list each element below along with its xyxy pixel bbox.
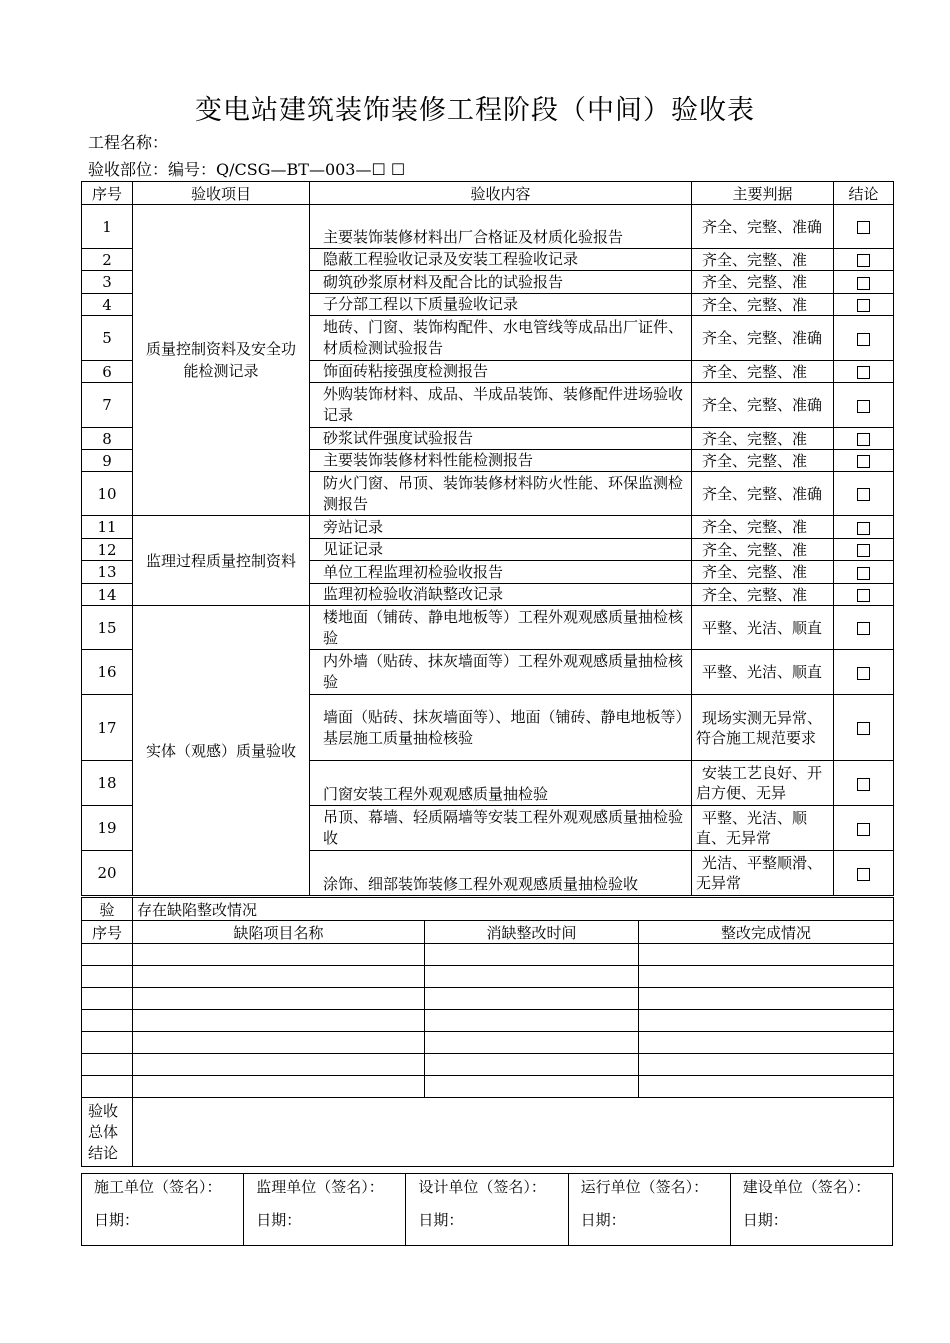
row-basis: 现场实测无异常、符合施工规范要求 bbox=[692, 695, 834, 761]
header-no: 序号 bbox=[82, 182, 133, 205]
row-result bbox=[834, 316, 894, 361]
row-result bbox=[834, 271, 894, 294]
row-result bbox=[834, 761, 894, 806]
row-result bbox=[834, 806, 894, 851]
row-no: 19 bbox=[82, 806, 133, 851]
row-basis: 齐全、完整、准 bbox=[692, 516, 834, 539]
result-checkbox[interactable] bbox=[857, 589, 870, 602]
defect-side-label: 验 bbox=[82, 898, 133, 921]
defect-status-cell[interactable] bbox=[639, 944, 894, 966]
signature-cell[interactable] bbox=[568, 1174, 730, 1246]
defect-row bbox=[82, 1010, 894, 1032]
result-checkbox[interactable] bbox=[857, 567, 870, 580]
row-basis: 齐全、完整、准确 bbox=[692, 472, 834, 516]
row-basis: 平整、光洁、顺直 bbox=[692, 650, 834, 695]
defect-row bbox=[82, 1054, 894, 1076]
header-basis: 主要判据 bbox=[692, 182, 834, 205]
row-content: 见证记录 bbox=[310, 539, 692, 561]
row-result bbox=[834, 205, 894, 249]
row-no: 9 bbox=[82, 450, 133, 472]
result-checkbox[interactable] bbox=[857, 333, 870, 346]
defect-name-cell[interactable] bbox=[133, 1032, 425, 1054]
signature-date: 日期： bbox=[418, 1211, 464, 1229]
row-no: 5 bbox=[82, 316, 133, 361]
row-content: 防火门窗、吊顶、装饰装修材料防火性能、环保监测检测报告 bbox=[310, 472, 692, 516]
signature-cell[interactable] bbox=[82, 1174, 244, 1246]
row-no: 7 bbox=[82, 383, 133, 428]
project-name-label: 工程名称： bbox=[88, 133, 169, 152]
row-result bbox=[834, 650, 894, 695]
defect-row bbox=[82, 1076, 894, 1098]
row-no: 13 bbox=[82, 561, 133, 584]
row-content: 墙面（贴砖、抹灰墙面等）、地面（铺砖、静电地板等）基层施工质量抽检核验 bbox=[310, 695, 692, 761]
defect-no-cell[interactable] bbox=[82, 944, 133, 966]
defect-title: 存在缺陷整改情况 bbox=[133, 898, 894, 921]
conclusion-row bbox=[82, 1098, 894, 1167]
defect-status-cell[interactable] bbox=[639, 1010, 894, 1032]
signature-date: 日期： bbox=[742, 1211, 788, 1229]
defect-time-cell[interactable] bbox=[425, 988, 639, 1010]
signature-unit: 建设单位（签名）： bbox=[742, 1178, 871, 1196]
group-g2: 监理过程质量控制资料 bbox=[133, 516, 310, 606]
row-basis: 齐全、完整、准 bbox=[692, 271, 834, 294]
row-result bbox=[834, 428, 894, 450]
row-content: 单位工程监理初检验收报告 bbox=[310, 561, 692, 584]
signature-row bbox=[82, 1174, 893, 1246]
result-checkbox[interactable] bbox=[857, 667, 870, 680]
defect-header-status: 整改完成情况 bbox=[639, 921, 894, 944]
defect-header-no: 序号 bbox=[82, 921, 133, 944]
defect-header-row bbox=[82, 921, 894, 944]
row-result bbox=[834, 584, 894, 606]
result-checkbox[interactable] bbox=[857, 366, 870, 379]
row-basis: 光洁、平整顺滑、无异常 bbox=[692, 851, 834, 896]
row-result bbox=[834, 294, 894, 316]
row-content: 旁站记录 bbox=[310, 516, 692, 539]
result-checkbox[interactable] bbox=[857, 868, 870, 881]
row-result bbox=[834, 249, 894, 271]
signature-date: 日期： bbox=[94, 1211, 140, 1229]
row-no: 18 bbox=[82, 761, 133, 806]
signature-unit: 设计单位（签名）： bbox=[418, 1178, 546, 1196]
defect-name-cell[interactable] bbox=[133, 966, 425, 988]
result-checkbox[interactable] bbox=[857, 299, 870, 312]
row-no: 15 bbox=[82, 606, 133, 650]
result-checkbox[interactable] bbox=[857, 277, 870, 290]
row-result bbox=[834, 450, 894, 472]
result-checkbox[interactable] bbox=[857, 778, 870, 791]
row-result bbox=[834, 383, 894, 428]
row-no: 14 bbox=[82, 584, 133, 606]
result-checkbox[interactable] bbox=[857, 522, 870, 535]
signature-table bbox=[81, 1173, 893, 1246]
defect-name-cell[interactable] bbox=[133, 988, 425, 1010]
signature-date: 日期： bbox=[256, 1211, 302, 1229]
row-no: 3 bbox=[82, 271, 133, 294]
defect-header-time: 消缺整改时间 bbox=[425, 921, 639, 944]
row-basis: 齐全、完整、准 bbox=[692, 428, 834, 450]
group-g3: 实体（观感）质量验收 bbox=[133, 606, 310, 896]
header-content: 验收内容 bbox=[310, 182, 692, 205]
defect-row bbox=[82, 966, 894, 988]
defect-no-cell[interactable] bbox=[82, 1010, 133, 1032]
signature-date: 日期： bbox=[580, 1211, 626, 1229]
defect-row bbox=[82, 1032, 894, 1054]
row-basis: 齐全、完整、准 bbox=[692, 294, 834, 316]
part-code-line bbox=[88, 157, 405, 180]
header-result: 结论 bbox=[834, 182, 894, 205]
row-result bbox=[834, 606, 894, 650]
defect-no-cell[interactable] bbox=[82, 1076, 133, 1098]
row-content: 子分部工程以下质量验收记录 bbox=[310, 294, 692, 316]
row-content: 涂饰、细部装饰装修工程外观观感质量抽检验收 bbox=[310, 851, 692, 896]
row-no: 11 bbox=[82, 516, 133, 539]
row-result bbox=[834, 561, 894, 584]
row-basis: 齐全、完整、准 bbox=[692, 584, 834, 606]
row-content: 主要装饰装修材料出厂合格证及材质化验报告 bbox=[310, 205, 692, 249]
defect-row bbox=[82, 944, 894, 966]
row-content: 监理初检验收消缺整改记录 bbox=[310, 584, 692, 606]
defect-name-cell[interactable] bbox=[133, 1076, 425, 1098]
row-result bbox=[834, 516, 894, 539]
row-content: 砂浆试件强度试验报告 bbox=[310, 428, 692, 450]
signature-unit: 监理单位（签名）： bbox=[256, 1178, 384, 1196]
conclusion-label: 验收总体结论 bbox=[82, 1098, 133, 1167]
row-result bbox=[834, 695, 894, 761]
table-header-row bbox=[82, 182, 894, 205]
table-row bbox=[82, 606, 894, 650]
row-content: 地砖、门窗、装饰构配件、水电管线等成品出厂证件、材质检测试验报告 bbox=[310, 316, 692, 361]
row-content: 饰面砖粘接强度检测报告 bbox=[310, 361, 692, 383]
defect-no-cell[interactable] bbox=[82, 1054, 133, 1076]
acceptance-rows bbox=[82, 205, 894, 896]
row-no: 12 bbox=[82, 539, 133, 561]
defect-rows bbox=[82, 944, 894, 1098]
row-content: 门窗安装工程外观观感质量抽检验 bbox=[310, 761, 692, 806]
row-no: 16 bbox=[82, 650, 133, 695]
defect-status-cell[interactable] bbox=[639, 1032, 894, 1054]
row-no: 4 bbox=[82, 294, 133, 316]
part-label: 验收部位： bbox=[88, 160, 169, 179]
row-no: 17 bbox=[82, 695, 133, 761]
result-checkbox[interactable] bbox=[857, 622, 870, 635]
row-no: 6 bbox=[82, 361, 133, 383]
defect-name-cell[interactable] bbox=[133, 944, 425, 966]
defect-time-cell[interactable] bbox=[425, 1010, 639, 1032]
signature-unit: 施工单位（签名）： bbox=[94, 1178, 222, 1196]
defect-no-cell[interactable] bbox=[82, 966, 133, 988]
defect-title-row bbox=[82, 898, 894, 921]
defect-status-cell[interactable] bbox=[639, 1076, 894, 1098]
row-basis: 安装工艺良好、开启方便、无异 bbox=[692, 761, 834, 806]
defect-time-cell[interactable] bbox=[425, 944, 639, 966]
row-content: 主要装饰装修材料性能检测报告 bbox=[310, 450, 692, 472]
row-content: 吊顶、幕墙、轻质隔墙等安装工程外观观感质量抽检验收 bbox=[310, 806, 692, 851]
defect-status-cell[interactable] bbox=[639, 988, 894, 1010]
defect-no-cell[interactable] bbox=[82, 988, 133, 1010]
result-checkbox[interactable] bbox=[857, 254, 870, 267]
row-basis: 齐全、完整、准 bbox=[692, 249, 834, 271]
defect-name-cell[interactable] bbox=[133, 1054, 425, 1076]
row-basis: 齐全、完整、准 bbox=[692, 539, 834, 561]
result-checkbox[interactable] bbox=[857, 488, 870, 501]
row-basis: 平整、光洁、顺直 bbox=[692, 606, 834, 650]
row-basis: 齐全、完整、准确 bbox=[692, 316, 834, 361]
row-no: 1 bbox=[82, 205, 133, 249]
doc-code: 编号：Q/CSG—BT—003—☐ ☐ bbox=[168, 160, 406, 179]
defect-name-cell[interactable] bbox=[133, 1010, 425, 1032]
row-basis: 平整、光洁、顺直、无异常 bbox=[692, 806, 834, 851]
row-basis: 齐全、完整、准 bbox=[692, 450, 834, 472]
defect-row bbox=[82, 988, 894, 1010]
acceptance-table bbox=[81, 181, 894, 896]
defect-no-cell[interactable] bbox=[82, 1032, 133, 1054]
signature-cell[interactable] bbox=[730, 1174, 892, 1246]
signature-unit: 运行单位（签名）： bbox=[580, 1178, 709, 1196]
signature-cell[interactable] bbox=[244, 1174, 406, 1246]
defect-header-name: 缺陷项目名称 bbox=[133, 921, 425, 944]
result-checkbox[interactable] bbox=[857, 455, 870, 468]
row-no: 2 bbox=[82, 249, 133, 271]
defect-time-cell[interactable] bbox=[425, 1032, 639, 1054]
result-checkbox[interactable] bbox=[857, 221, 870, 234]
row-content: 外购装饰材料、成品、半成品装饰、装修配件进场验收记录 bbox=[310, 383, 692, 428]
table-row bbox=[82, 205, 894, 249]
defect-table bbox=[81, 897, 894, 1167]
row-no: 10 bbox=[82, 472, 133, 516]
row-result bbox=[834, 472, 894, 516]
row-no: 20 bbox=[82, 851, 133, 896]
row-result bbox=[834, 361, 894, 383]
header-item: 验收项目 bbox=[133, 182, 310, 205]
row-basis: 齐全、完整、准 bbox=[692, 561, 834, 584]
defect-status-cell[interactable] bbox=[639, 966, 894, 988]
result-checkbox[interactable] bbox=[857, 544, 870, 557]
row-basis: 齐全、完整、准 bbox=[692, 361, 834, 383]
defect-time-cell[interactable] bbox=[425, 1076, 639, 1098]
table-row bbox=[82, 516, 894, 539]
row-result bbox=[834, 539, 894, 561]
row-content: 隐蔽工程验收记录及安装工程验收记录 bbox=[310, 249, 692, 271]
row-basis: 齐全、完整、准确 bbox=[692, 205, 834, 249]
row-no: 8 bbox=[82, 428, 133, 450]
row-content: 楼地面（铺砖、静电地板等）工程外观观感质量抽检核验 bbox=[310, 606, 692, 650]
conclusion-field[interactable] bbox=[133, 1098, 894, 1167]
row-content: 砌筑砂浆原材料及配合比的试验报告 bbox=[310, 271, 692, 294]
result-checkbox[interactable] bbox=[857, 823, 870, 836]
page-title: 变电站建筑装饰装修工程阶段（中间）验收表 bbox=[195, 95, 755, 126]
result-checkbox[interactable] bbox=[857, 433, 870, 446]
defect-time-cell[interactable] bbox=[425, 966, 639, 988]
signature-cell[interactable] bbox=[406, 1174, 568, 1246]
row-content: 内外墙（贴砖、抹灰墙面等）工程外观观感质量抽检核验 bbox=[310, 650, 692, 695]
row-basis: 齐全、完整、准确 bbox=[692, 383, 834, 428]
group-g1: 质量控制资料及安全功能检测记录 bbox=[133, 205, 310, 516]
row-result bbox=[834, 851, 894, 896]
result-checkbox[interactable] bbox=[857, 722, 870, 735]
defect-status-cell[interactable] bbox=[639, 1054, 894, 1076]
defect-time-cell[interactable] bbox=[425, 1054, 639, 1076]
result-checkbox[interactable] bbox=[857, 400, 870, 413]
